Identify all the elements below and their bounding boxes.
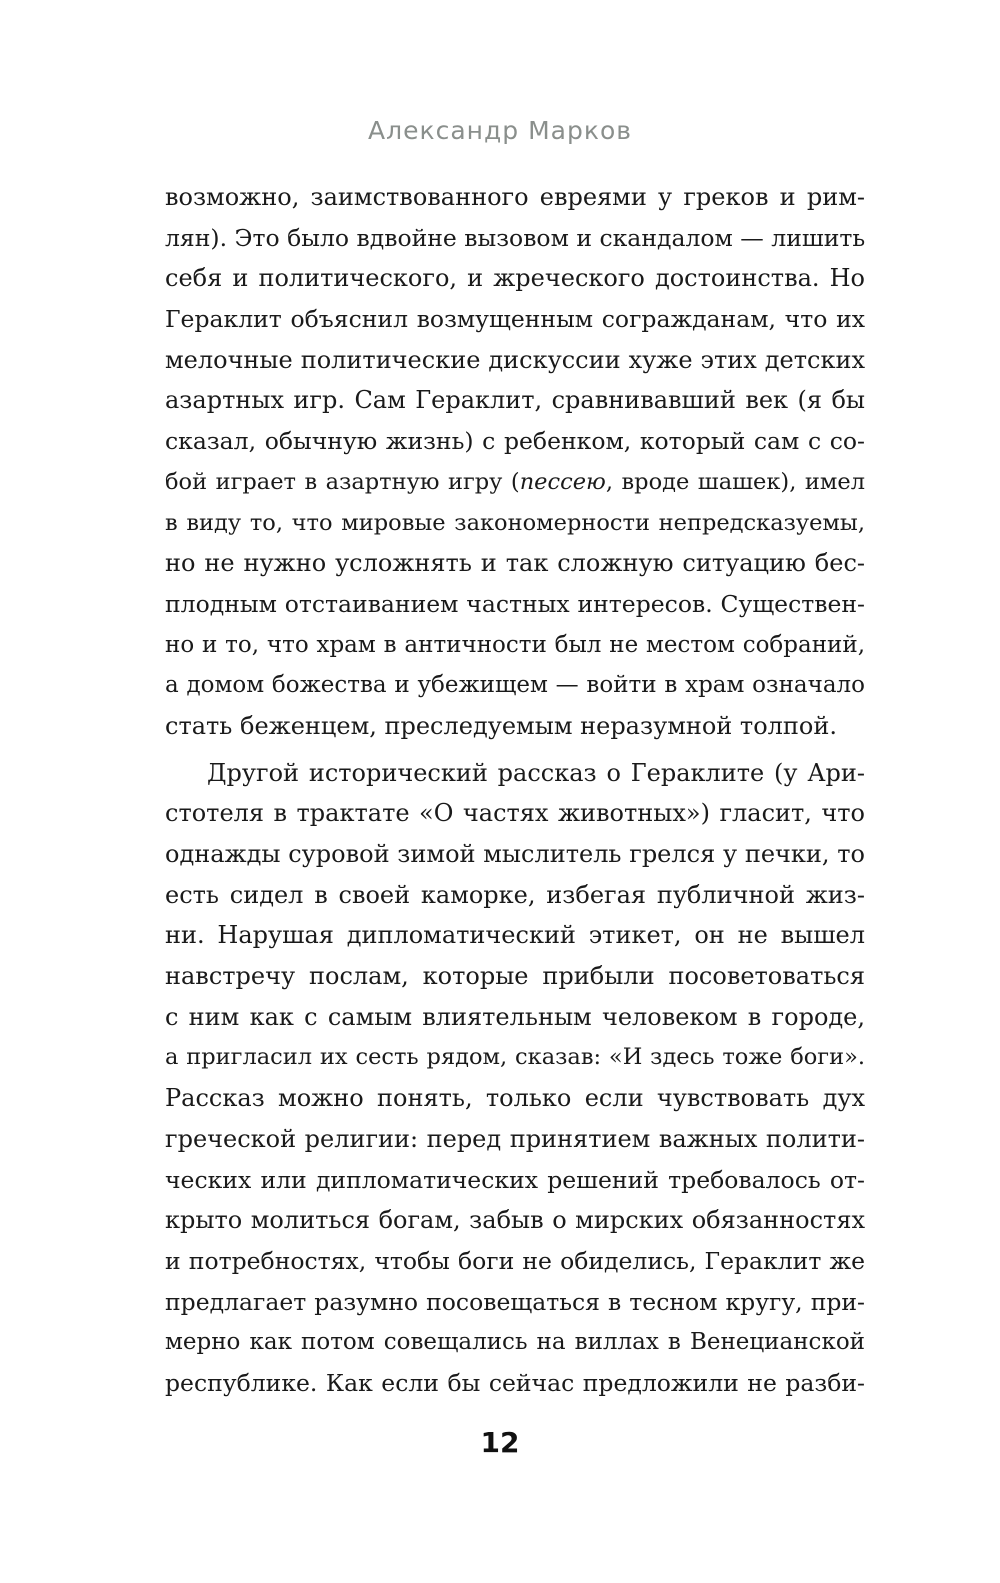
text-line: возможно, заимствованного евреями у греков и рим- — [165, 183, 865, 211]
text-line: есть сидел в своей каморке, избегая публичной жиз- — [165, 880, 865, 909]
text-line: плодным отстаиванием частных интересов. Существен- — [165, 589, 865, 618]
text-line: греческой религии: перед принятием важных полити- — [165, 1124, 865, 1153]
text-line: с ним как с самым влиятельным человеком в городе, — [165, 1002, 865, 1031]
italic-term: пессею — [519, 468, 606, 495]
text-line: себя и политического, и жреческого достоинства. Но — [165, 264, 865, 293]
text-line: стотеля в трактате «О частях животных») гласит, что — [165, 799, 865, 828]
text-line: навстречу послам, которые прибыли посоветоваться — [165, 962, 865, 991]
text-line: крыто молиться богам, забыв о мирских обязанностях — [165, 1206, 865, 1235]
text-line: а пригласил их сесть рядом, сказав: «И здесь тоже боги». — [165, 1044, 865, 1071]
paragraph-last-line: стать беженцем, преследуемым неразумной толпой. — [165, 711, 837, 740]
text-line: бой играет в азартную игру (пессею, вроде шашек), имел — [165, 468, 865, 495]
running-head-author: Александр Марков — [368, 116, 632, 145]
text-line: однажды суровой зимой мыслитель грелся у печки, то — [165, 840, 865, 868]
text-line: республике. Как если бы сейчас предложили не разби- — [165, 1368, 865, 1397]
page-number: 12 — [480, 1426, 520, 1459]
text-line: мерно как потом совещались на виллах в Венецианской — [165, 1329, 865, 1356]
text-line: лян). Это было вдвойне вызовом и скандалом — лишить — [165, 223, 866, 252]
text-line: предлагает разумно посовещаться в тесном кругу, при- — [165, 1287, 865, 1316]
text-line: сказал, обычную жизнь) с ребенком, который сам с со- — [165, 427, 865, 456]
paragraph-first-line: Другой исторический рассказ о Гераклите (у Ари- — [207, 758, 865, 787]
text-line: и потребностях, чтобы боги не обиделись, Гераклит же — [165, 1246, 865, 1275]
text-line: Гераклит объяснил возмущенным согражданам, что их — [165, 305, 865, 334]
text-line: ни. Нарушая дипломатический этикет, он не вышел — [165, 921, 865, 950]
text-line: Рассказ можно понять, только если чувствовать дух — [165, 1084, 865, 1113]
text-line: ческих или дипломатических решений требовалось от- — [165, 1165, 865, 1194]
text-line: азартных игр. Сам Гераклит, сравнивавший век (я бы — [165, 386, 865, 415]
text-line: но и то, что храм в античности был не местом собраний, — [165, 631, 865, 658]
text-line: а домом божества и убежищем — войти в храм означало — [165, 672, 865, 699]
body-text — [165, 177, 865, 1404]
text-line: но не нужно усложнять и так сложную ситуацию бес- — [165, 549, 865, 578]
text-line: мелочные политические дискуссии хуже этих детских — [165, 345, 865, 374]
text-line: в виду то, что мировые закономерности непредсказуемы, — [165, 509, 865, 536]
